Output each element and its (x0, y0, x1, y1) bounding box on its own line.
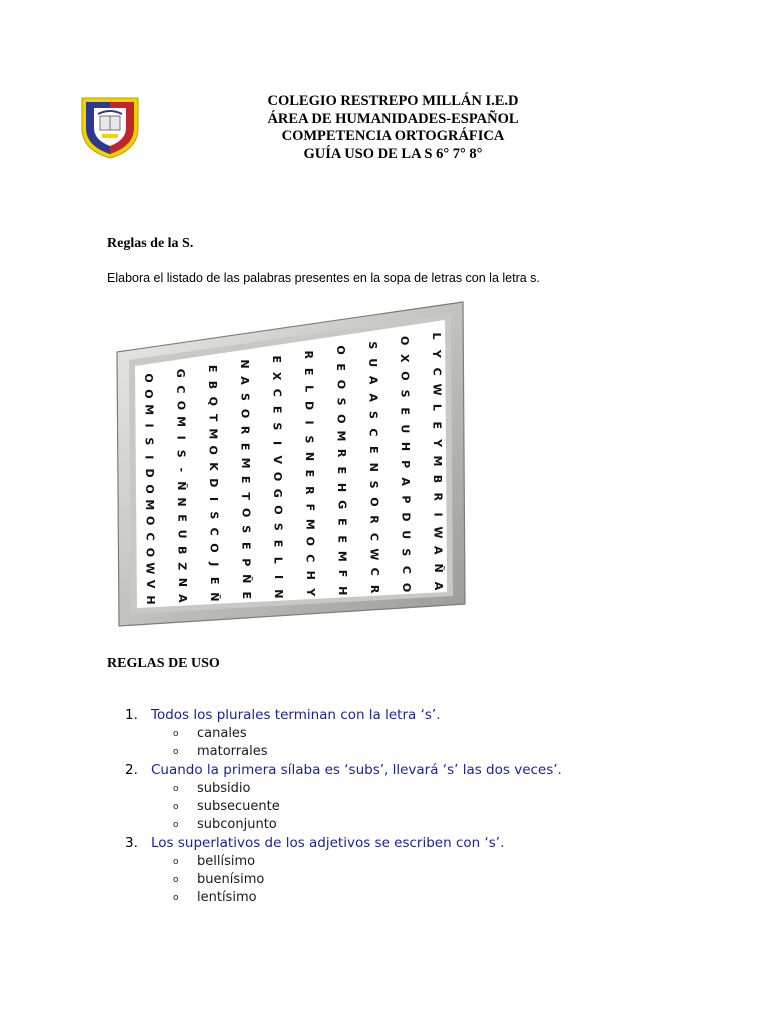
rule-example (125, 798, 745, 816)
word-search-letter: P (399, 460, 412, 469)
word-search-letter: R (302, 350, 315, 359)
rule-number: 1. (125, 707, 138, 723)
word-search-letter: E (238, 442, 252, 451)
header-line-area: ÁREA DE HUMANIDADES-ESPAÑOL (267, 110, 519, 127)
word-search-letter: Ñ (175, 481, 188, 491)
word-search-letter: P (399, 495, 413, 504)
word-search-letter: F (335, 569, 349, 578)
word-search-letter: E (271, 539, 285, 548)
word-search-letter: O (334, 414, 348, 424)
word-search-letter: Y (304, 588, 317, 597)
word-search-letter: O (238, 408, 252, 419)
word-search-letter: E (206, 364, 219, 373)
word-search-letter: I (270, 441, 284, 446)
header-line-school: COLEGIO RESTREPO MILLÁN I.E.D (267, 93, 519, 109)
word-search-letter: C (270, 388, 284, 397)
word-search-letter: Q (206, 396, 220, 406)
instruction-text: Elabora el listado de las palabras presentes en la sopa de letras con la letra s. (107, 271, 540, 285)
word-search-letter: E (334, 363, 348, 371)
word-search-letter: E (430, 421, 444, 430)
word-search-letter: S (334, 397, 348, 406)
word-search-letter: N (238, 359, 251, 369)
word-search-letter: S (302, 435, 316, 444)
word-search-letter: R (334, 448, 348, 458)
word-search-letter: A (176, 594, 189, 603)
word-search-letter: G (335, 500, 349, 510)
bullet-icon: o (173, 857, 179, 867)
word-search-letter: E (270, 355, 283, 364)
word-search-letter: I (207, 497, 221, 502)
word-search-letter: M (142, 404, 156, 416)
word-search-letter: O (398, 371, 412, 381)
word-search-letter: O (334, 345, 347, 355)
word-search-letter: Ñ (239, 574, 253, 584)
word-search-letter: O (143, 547, 157, 558)
word-search-letter: S (239, 525, 253, 534)
bullet-icon: o (173, 729, 179, 739)
word-search-letter: I (431, 512, 445, 517)
word-search-letter: N (175, 497, 189, 507)
word-search-letter: E (303, 469, 316, 478)
word-search-letter: C (399, 565, 413, 574)
word-search-letter: S (207, 511, 221, 520)
word-search-letter: A (366, 393, 380, 402)
word-search-letter: C (143, 532, 157, 541)
word-search-letter: W (367, 548, 381, 561)
word-search-letter: I (174, 435, 188, 440)
word-search-letter: W (430, 383, 444, 396)
word-search-letter: U (175, 529, 189, 539)
rule-example (125, 780, 745, 798)
word-search-letter: Y (430, 349, 444, 358)
word-search-letter: - (174, 467, 188, 473)
rule-example (125, 889, 745, 907)
word-search-letter: R (431, 492, 445, 501)
word-search-letter: S (271, 522, 285, 531)
word-search-letter: H (303, 570, 317, 580)
rule-example (125, 816, 745, 834)
word-search-letter: R (367, 515, 381, 524)
word-search-letter: L (271, 556, 285, 564)
word-search-letter: O (400, 582, 413, 593)
word-search-letter: Z (175, 562, 189, 571)
word-search-letter: I (142, 423, 156, 428)
word-search-letter: K (206, 462, 220, 471)
word-search-letter: D (142, 468, 156, 478)
rule-text: Todos los plurales terminan con la letra ‘s’. (151, 707, 441, 723)
word-search-letter: R (303, 486, 317, 495)
word-search-letter: O (174, 400, 188, 411)
word-search-letter: E (239, 475, 252, 484)
word-search-letter: A (238, 376, 252, 385)
word-search-letter: O (143, 516, 157, 526)
rule-line (125, 761, 745, 780)
section-title-reglas-de-uso: REGLAS DE USO (107, 656, 220, 671)
word-search-letter: Ñ (208, 592, 221, 602)
word-search-letter: V (270, 455, 284, 465)
word-search-letter: N (302, 451, 316, 462)
word-search-letter: O (142, 389, 156, 399)
rules-list (125, 706, 745, 907)
bullet-icon: o (173, 802, 179, 812)
word-search-letter: G (174, 368, 187, 378)
header-line-competence: COMPETENCIA ORTOGRÁFICA (281, 128, 505, 144)
word-search-letter: E (302, 367, 316, 376)
example-word: subsidio (197, 781, 251, 796)
example-word: buenísimo (197, 872, 265, 887)
word-search-letter: A (399, 477, 413, 486)
word-search-letter: Y (430, 439, 444, 448)
word-search-letter: L (430, 403, 444, 411)
word-search-letter: M (431, 455, 444, 467)
word-search-letter: A (431, 546, 445, 555)
word-search-letter: V (143, 579, 157, 589)
word-search-letter: F (303, 503, 317, 512)
section-title-reglas: Reglas de la S. (107, 236, 194, 251)
word-search-letter: U (399, 530, 413, 540)
word-search-letter: M (174, 416, 188, 428)
word-search-letter: E (270, 405, 284, 414)
word-search-letter: U (398, 424, 412, 434)
word-search-letter: O (303, 536, 317, 546)
word-search-letter: B (431, 474, 445, 484)
word-search-letter: M (334, 430, 348, 442)
example-word: subsecuente (197, 799, 280, 814)
rule-example (125, 725, 745, 743)
word-search-letter: Ñ (431, 563, 445, 573)
word-search-letter: C (366, 428, 380, 437)
word-search-letter: M (143, 499, 157, 511)
word-search-letter: C (430, 367, 444, 376)
word-search-letter: G (271, 488, 285, 498)
word-search-letter: E (207, 576, 221, 585)
word-search-letter: L (302, 385, 316, 393)
rule-number: 2. (125, 762, 138, 778)
rule-item (125, 761, 745, 834)
word-search-letter: T (206, 413, 220, 422)
word-search-letter: O (239, 508, 253, 518)
word-search-letter: A (432, 581, 445, 591)
word-search-letter: U (366, 358, 380, 368)
rule-line (125, 706, 745, 725)
word-search-letter: C (367, 567, 381, 576)
word-search-letter: E (366, 446, 380, 454)
rule-line (125, 834, 745, 853)
rule-text: Cuando la primera sílaba es ‘subs’, llevará ‘s’ las dos veces’. (151, 762, 562, 778)
word-search-letter: S (367, 480, 381, 489)
rule-example (125, 871, 745, 889)
example-word: canales (197, 726, 247, 741)
word-search-letter: X (270, 371, 284, 381)
example-word: bellísimo (197, 854, 256, 869)
word-search-letter: E (398, 407, 412, 415)
word-search-letter: S (270, 422, 284, 431)
example-word: lentísimo (197, 890, 257, 905)
example-word: subconjunto (197, 817, 277, 832)
word-search-letter: D (207, 478, 220, 488)
rule-example (125, 743, 745, 761)
word-search-letter: O (398, 336, 411, 346)
rule-item (125, 706, 745, 761)
example-word: matorrales (197, 744, 268, 759)
word-search-letter: X (398, 354, 412, 363)
word-search-letter: H (144, 595, 157, 605)
word-search-letter: H (398, 441, 412, 452)
word-search-letter: E (175, 514, 189, 522)
word-search-letter: M (206, 428, 220, 440)
word-search-letter: S (366, 341, 379, 350)
word-search-letter: O (142, 373, 155, 383)
word-search-letter: N (272, 589, 285, 599)
word-search-letter: O (143, 484, 156, 494)
word-search-letter: S (366, 411, 380, 419)
bullet-icon: o (173, 747, 179, 757)
word-search-letter: M (303, 518, 317, 530)
word-search-letter: O (271, 471, 284, 482)
word-search-letter: B (175, 546, 189, 555)
word-search-letter: O (271, 505, 285, 515)
word-search-letter: E (335, 518, 349, 526)
word-search-letter: C (303, 554, 317, 563)
word-search-letter: H (335, 482, 349, 493)
school-crest-logo (80, 94, 140, 160)
word-search-letter: W (143, 562, 157, 575)
word-search-letter: R (238, 425, 252, 435)
word-search-letter: O (207, 543, 221, 553)
word-search-letter: B (206, 380, 220, 390)
rule-example (125, 853, 745, 871)
bullet-icon: o (173, 893, 179, 903)
word-search-letter: N (175, 577, 189, 588)
word-search-letter: S (398, 389, 412, 398)
bullet-icon: o (173, 875, 179, 885)
rule-number: 3. (125, 835, 138, 851)
word-search-letter: C (207, 527, 221, 536)
word-search-letter: T (239, 492, 253, 500)
word-search-image (115, 300, 467, 630)
word-search-letter: I (142, 455, 156, 460)
word-search-letter: S (238, 393, 252, 401)
document-header (200, 93, 586, 163)
word-search-letter: C (174, 385, 188, 394)
word-search-letter: E (240, 591, 253, 600)
word-search-letter: E (239, 542, 253, 550)
header-line-guide: GUÍA USO DE LA S 6° 7° 8° (303, 145, 483, 162)
word-search-letter: A (366, 375, 380, 385)
rule-item (125, 834, 745, 907)
word-search-letter: E (335, 535, 349, 543)
word-search-letter: D (302, 401, 316, 411)
word-search-letter: D (399, 512, 413, 522)
word-search-letter: O (334, 379, 348, 390)
word-search-letter: O (206, 445, 220, 455)
word-search-letter: J (207, 562, 221, 567)
bullet-icon: o (173, 820, 179, 830)
word-search-letter: P (239, 558, 253, 567)
word-search-letter: I (302, 420, 316, 425)
word-search-letter: M (238, 457, 252, 469)
word-search-letter: N (367, 462, 380, 472)
word-search-letter: L (430, 332, 443, 340)
word-search-letter: H (336, 586, 349, 596)
word-search-letter: M (335, 550, 349, 562)
word-search-letter: R (368, 584, 381, 594)
word-search-letter: S (399, 548, 413, 557)
word-search-letter: S (142, 437, 156, 446)
bullet-icon: o (173, 784, 179, 794)
word-search-letter: O (367, 497, 381, 507)
word-search-letter: E (335, 466, 348, 475)
word-search-letter: C (367, 532, 381, 541)
word-search-letter: I (271, 574, 285, 580)
word-search-letter: S (174, 449, 188, 458)
rule-text: Los superlativos de los adjetivos se escriben con ‘s’. (151, 835, 505, 851)
word-search-letter: W (431, 526, 445, 539)
